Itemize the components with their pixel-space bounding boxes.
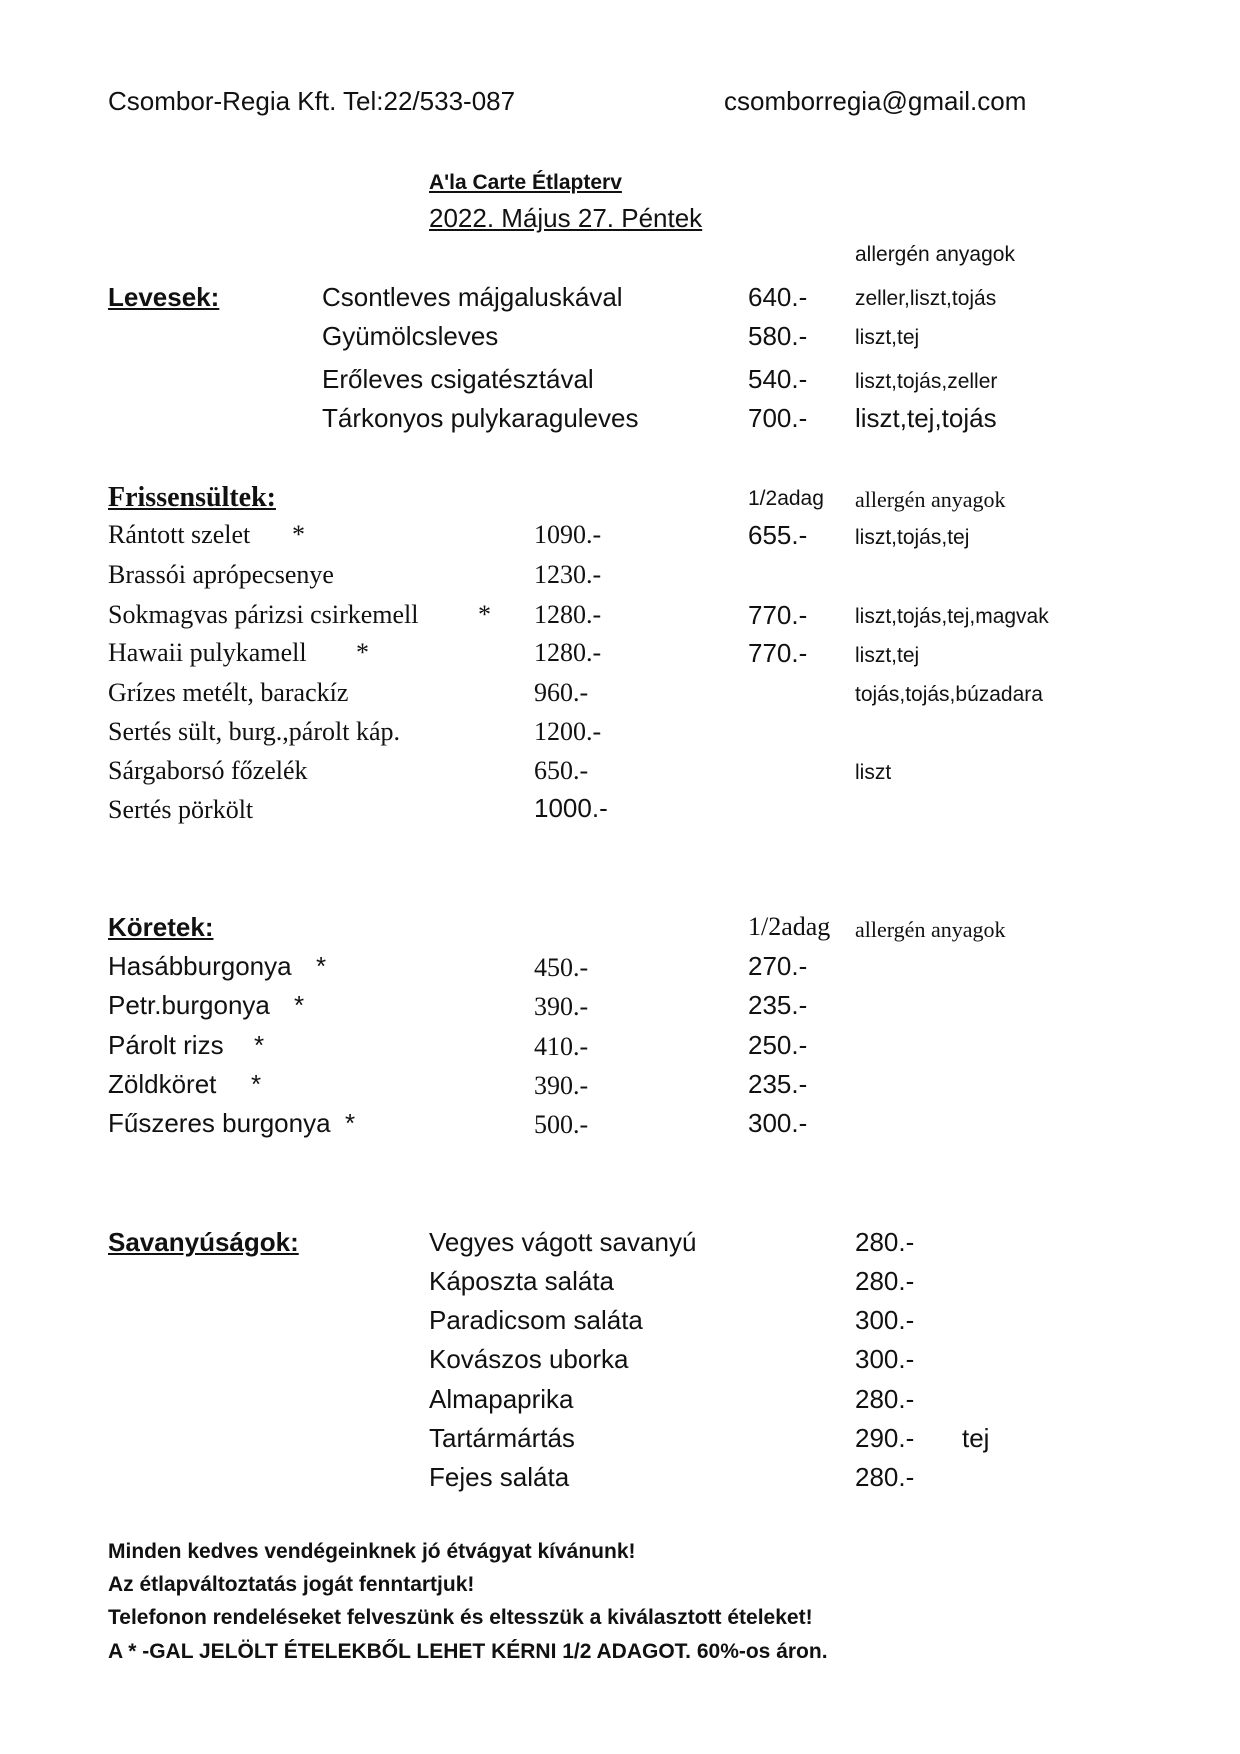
dish-allergens: liszt,tojás,tej: [855, 526, 970, 549]
dish-name: Csontleves májgaluskával: [322, 282, 623, 312]
dish-allergens: tej: [962, 1423, 990, 1453]
half-portion-star: *: [356, 638, 369, 667]
dish-name: Gyümölcsleves: [322, 321, 499, 351]
menu-title: A'la Carte Étlapterv: [429, 171, 622, 194]
dish-name: Hasábburgonya: [108, 951, 292, 981]
half-portion-star: *: [316, 951, 327, 981]
dish-price: 390.-: [534, 1071, 589, 1100]
dish-allergens: liszt,tojás,zeller: [855, 370, 998, 393]
dish-half-price: 270.-: [748, 951, 808, 981]
dish-name: Sárgaborsó főzelék: [108, 756, 308, 785]
dish-name: Fejes saláta: [429, 1462, 570, 1492]
dish-price: 960.-: [534, 678, 589, 707]
footer-line: Az étlapváltoztatás jogát fenntartjuk!: [108, 1573, 475, 1596]
dish-name: Sokmagvas párizsi csirkemell: [108, 600, 419, 629]
dish-half-price: 250.-: [748, 1030, 808, 1060]
dish-price: 1090.-: [534, 520, 602, 549]
dish-price: 290.-: [855, 1423, 915, 1453]
dish-price: 280.-: [855, 1384, 915, 1414]
half-portion-star: *: [292, 520, 305, 549]
dish-name: Brassói aprópecsenye: [108, 560, 334, 589]
dish-price: 640.-: [748, 282, 808, 312]
half-portion-star: *: [254, 1030, 265, 1060]
dish-price: 650.-: [534, 756, 589, 785]
dish-price: 390.-: [534, 992, 589, 1021]
dish-name: Fűszeres burgonya: [108, 1108, 331, 1138]
dish-half-price: 655.-: [748, 520, 808, 550]
half-portion-star: *: [345, 1108, 356, 1138]
dish-name: Sertés sült, burg.,párolt káp.: [108, 717, 400, 746]
dish-allergens: liszt,tojás,tej,magvak: [855, 605, 1049, 628]
dish-name: Petr.burgonya: [108, 990, 270, 1020]
half-portion-star: *: [251, 1069, 262, 1099]
fried-half-header: 1/2adag: [748, 487, 824, 510]
dish-price: 300.-: [855, 1305, 915, 1335]
footer-line: Minden kedves vendégeinknek jó étvágyat kívánunk!: [108, 1540, 636, 1563]
dish-name: Sertés pörkölt: [108, 795, 254, 824]
dish-name: Zöldköret: [108, 1069, 217, 1099]
dish-name: Tárkonyos pulykaraguleves: [322, 403, 639, 433]
soups-allergen-header: allergén anyagok: [855, 243, 1015, 266]
dish-name: Vegyes vágott savanyú: [429, 1227, 697, 1257]
sides-half-header: 1/2adag: [748, 912, 831, 941]
footer-line: Telefonon rendeléseket felveszünk és eltesszük a kiválasztott ételeket!: [108, 1606, 813, 1629]
dish-price: 500.-: [534, 1110, 589, 1139]
dish-price: 1000.-: [534, 793, 608, 823]
dish-price: 280.-: [855, 1266, 915, 1296]
dish-name: Hawaii pulykamell: [108, 638, 307, 667]
dish-half-price: 770.-: [748, 638, 808, 668]
email-address: csomborregia@gmail.com: [724, 86, 1027, 116]
sides-allergen-header: allergén anyagok: [855, 917, 1006, 942]
dish-allergens: liszt: [855, 761, 892, 784]
dish-name: Almapaprika: [429, 1384, 574, 1414]
half-portion-star: *: [478, 600, 491, 629]
company-info: Csombor-Regia Kft. Tel:22/533-087: [108, 86, 516, 116]
dish-price: 410.-: [534, 1032, 589, 1061]
menu-date: 2022. Május 27. Péntek: [429, 203, 703, 233]
dish-half-price: 235.-: [748, 990, 808, 1020]
dish-name: Tartármártás: [429, 1423, 575, 1453]
dish-half-price: 300.-: [748, 1108, 808, 1138]
dish-price: 450.-: [534, 953, 589, 982]
dish-price: 540.-: [748, 364, 808, 394]
dish-price: 280.-: [855, 1227, 915, 1257]
section-title-fried: Frissensültek:: [108, 482, 276, 513]
dish-name: Grízes metélt, barackíz: [108, 678, 349, 707]
section-title-soups: Levesek:: [108, 282, 220, 312]
dish-price: 1200.-: [534, 717, 602, 746]
footer-line: A * -GAL JELÖLT ÉTELEKBŐL LEHET KÉRNI 1/2 ADAGOT. 60%-os áron.: [108, 1640, 828, 1663]
dish-price: 1280.-: [534, 600, 602, 629]
dish-allergens: liszt,tej: [855, 644, 920, 667]
dish-allergens: liszt,tej,tojás: [855, 403, 997, 433]
fried-allergen-header: allergén anyagok: [855, 487, 1006, 512]
dish-allergens: liszt,tej: [855, 326, 920, 349]
section-title-pickles: Savanyúságok:: [108, 1227, 299, 1257]
dish-price: 580.-: [748, 321, 808, 351]
dish-price: 1280.-: [534, 638, 602, 667]
dish-price: 280.-: [855, 1462, 915, 1492]
dish-name: Erőleves csigatésztával: [322, 364, 594, 394]
dish-allergens: tojás,tojás,búzadara: [855, 683, 1043, 706]
dish-price: 1230.-: [534, 560, 602, 589]
dish-name: Párolt rizs: [108, 1030, 224, 1060]
dish-name: Rántott szelet: [108, 520, 251, 549]
section-title-sides: Köretek:: [108, 912, 214, 942]
half-portion-star: *: [294, 990, 305, 1020]
dish-name: Paradicsom saláta: [429, 1305, 643, 1335]
dish-name: Káposzta saláta: [429, 1266, 615, 1296]
dish-name: Kovászos uborka: [429, 1344, 629, 1374]
dish-price: 300.-: [855, 1344, 915, 1374]
dish-half-price: 235.-: [748, 1069, 808, 1099]
dish-price: 700.-: [748, 403, 808, 433]
dish-half-price: 770.-: [748, 600, 808, 630]
dish-allergens: zeller,liszt,tojás: [855, 287, 997, 310]
